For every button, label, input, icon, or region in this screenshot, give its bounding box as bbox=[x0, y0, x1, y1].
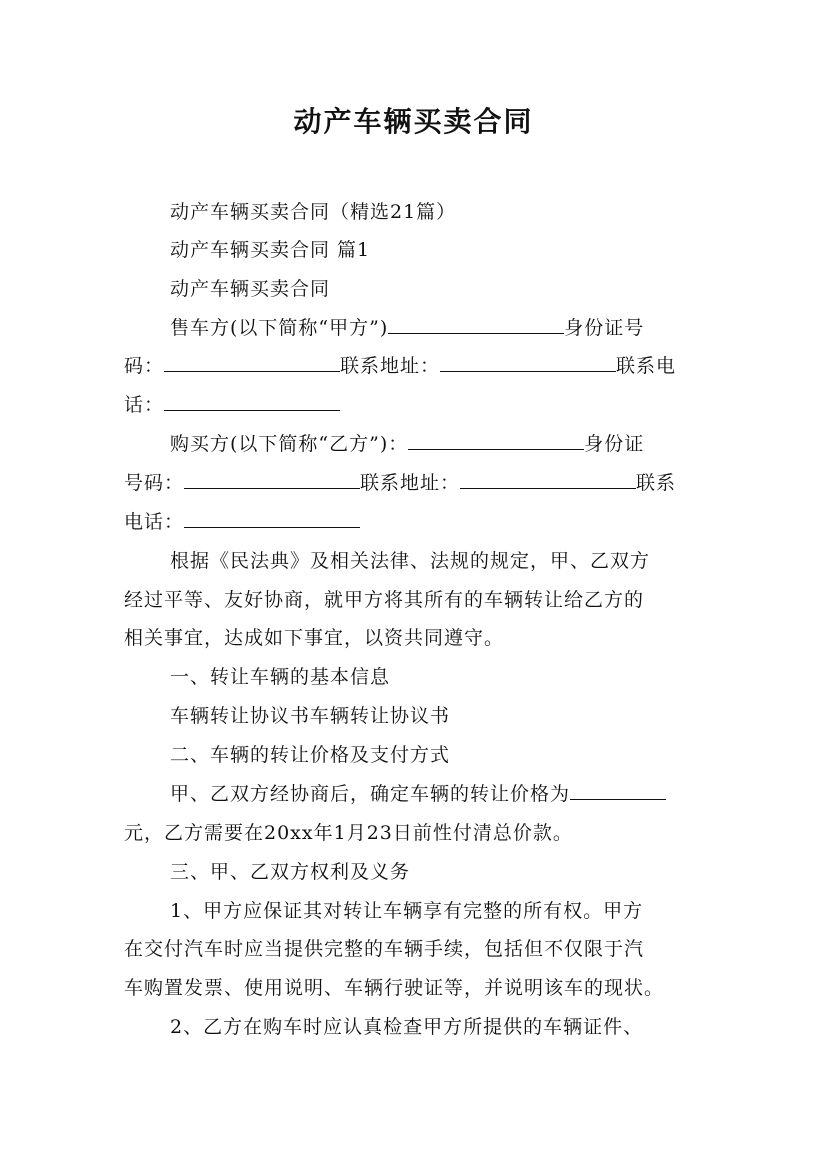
label: 话： bbox=[124, 394, 165, 416]
paragraph-line: 动产车辆买卖合同 bbox=[170, 278, 331, 300]
buyer-line-3 bbox=[124, 508, 360, 536]
paragraph-line: 车购置发票、使用说明、车辆行驶证等，并说明该车的现状。 bbox=[124, 977, 665, 999]
seller-line-3 bbox=[124, 391, 340, 419]
seller-phone-blank bbox=[164, 392, 340, 411]
buyer-phone-blank bbox=[184, 509, 360, 528]
seller-name-blank bbox=[388, 315, 564, 334]
paragraph-line: 相关事宜，达成如下事宜，以资共同遵守。 bbox=[124, 627, 505, 649]
section-heading: 三、甲、乙双方权利及义务 bbox=[170, 861, 411, 883]
buyer-address-blank bbox=[460, 470, 636, 489]
paragraph-line: 1、甲方应保证其对转让车辆享有完整的所有权。甲方 bbox=[170, 900, 644, 922]
price-line bbox=[170, 780, 666, 808]
paragraph-line: 在交付汽车时应当提供完整的车辆手续，包括但不仅限于汽 bbox=[124, 938, 645, 960]
seller-address-blank bbox=[440, 353, 616, 372]
buyer-line-2 bbox=[124, 469, 676, 497]
document-title: 动产车辆买卖合同 bbox=[293, 105, 534, 138]
paragraph-line: 车辆转让协议书车辆转让协议书 bbox=[170, 705, 451, 727]
paragraph-line: 根据《民法典》及相关法律、法规的规定，甲、乙双方 bbox=[170, 550, 651, 572]
phone-label: 联系电 bbox=[616, 355, 677, 377]
section-heading: 一、转让车辆的基本信息 bbox=[170, 666, 391, 688]
seller-line-2 bbox=[124, 352, 676, 380]
phone-label: 联系 bbox=[636, 472, 677, 494]
label: 号码： bbox=[124, 472, 185, 494]
paragraph-line: 2、乙方在购车时应认真检查甲方所提供的车辆证件、 bbox=[170, 1016, 644, 1038]
section-heading: 二、车辆的转让价格及支付方式 bbox=[170, 744, 451, 766]
seller-line bbox=[170, 314, 644, 342]
paragraph-line: 元，乙方需要在20xx年1月23日前性付清总价款。 bbox=[124, 822, 573, 844]
buyer-label: 购买方(以下简称“乙方”)： bbox=[170, 433, 409, 455]
paragraph-line: 动产车辆买卖合同（精选21篇） bbox=[170, 201, 457, 223]
id-label: 身份证号 bbox=[564, 317, 645, 339]
price-blank bbox=[570, 781, 666, 800]
address-label: 联系地址： bbox=[340, 355, 441, 377]
buyer-name-blank bbox=[408, 431, 584, 450]
buyer-id-blank bbox=[184, 470, 360, 489]
price-text: 甲、乙双方经协商后，确定车辆的转让价格为 bbox=[170, 783, 571, 805]
seller-id-blank bbox=[164, 353, 340, 372]
address-label: 联系地址： bbox=[360, 472, 461, 494]
id-label: 身份证 bbox=[584, 433, 645, 455]
label: 码： bbox=[124, 355, 165, 377]
buyer-line bbox=[170, 430, 644, 458]
label: 电话： bbox=[124, 511, 185, 533]
paragraph-line: 动产车辆买卖合同 篇1 bbox=[170, 239, 371, 261]
paragraph-line: 经过平等、友好协商，就甲方将其所有的车辆转让给乙方的 bbox=[124, 589, 645, 611]
seller-label: 售车方(以下简称“甲方”) bbox=[170, 317, 389, 339]
